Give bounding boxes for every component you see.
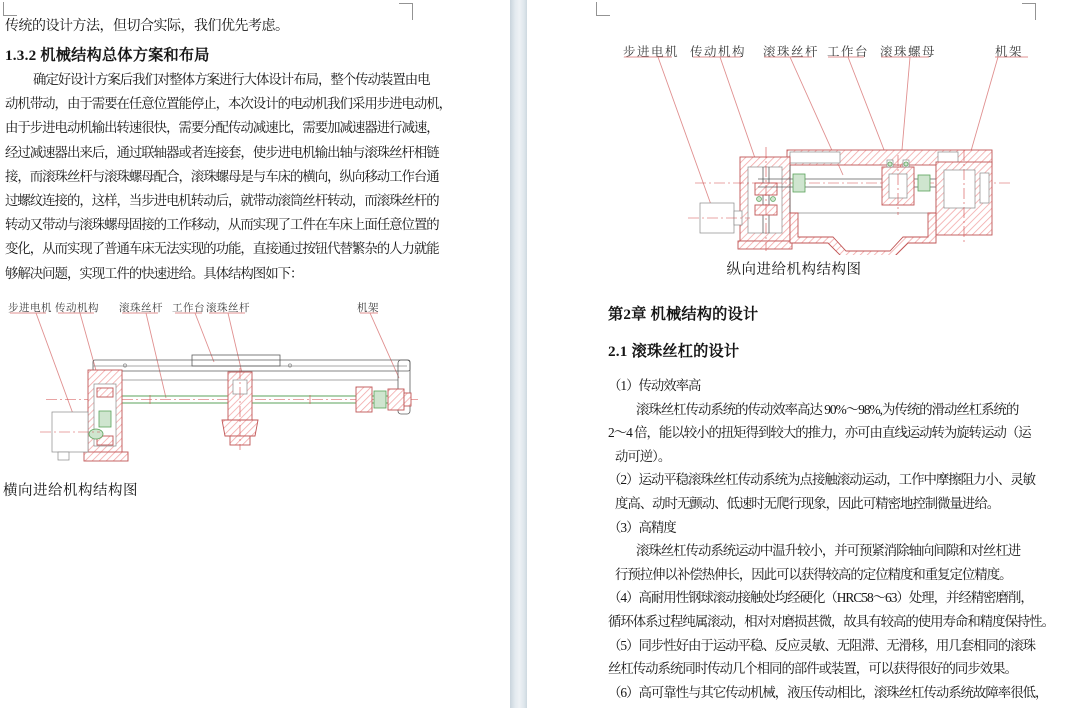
paragraph-line: （2）运动平稳滚珠丝杠传动系统为点接触滚动运动，工作中摩擦阻力小、灵敏 — [608, 472, 1035, 488]
text-boundary-mark-top-left — [596, 2, 610, 16]
paragraph-line: 滚珠丝杠传动系统的传动效率高达 90%～98%,为传统的滑动丝杠系统的 — [636, 401, 1019, 417]
transverse-feed-mechanism-diagram — [0, 312, 470, 474]
paragraph-line: 丝杠传动系统同时传动几个相同的部件或装置，可以获得很好的同步效果。 — [608, 661, 1017, 677]
figure-label-frame: 机架 — [357, 303, 379, 314]
motor-and-gearbox — [40, 370, 128, 461]
chapter-heading: 第2章 机械结构的设计 — [608, 306, 759, 323]
section-heading: 1.3.2 机械结构总体方案和布局 — [5, 47, 210, 64]
figure-label-worktable: 工作台 — [172, 303, 205, 314]
paragraph-line: （3）高精度 — [608, 519, 676, 535]
figure-label-ball-screw-2: 滚珠丝杆 — [206, 303, 250, 314]
paragraph-line: 动机带动，由于需要在任意位置能停止，本次设计的电动机我们采用步进电动机， — [5, 96, 452, 112]
figure-label-worktable: 工作台 — [827, 45, 870, 59]
machine-base — [790, 213, 936, 255]
page-left — [0, 0, 510, 708]
figure-label-ball-screw: 滚珠丝杆 — [763, 45, 820, 59]
gearbox-transmission — [738, 147, 792, 251]
page-gap — [510, 0, 527, 708]
section-heading: 2.1 滚珠丝杠的设计 — [608, 343, 740, 360]
figure-caption-longitudinal: 纵向进给机构结构图 — [726, 262, 862, 278]
paragraph-line: 转动又带动与滚珠螺母固接的工作移动，从而实现了工件在车床上面任意位置的 — [5, 217, 439, 233]
end-bearing — [356, 387, 411, 412]
text-boundary-mark-top-right — [399, 3, 413, 20]
paragraph-line: 动可逆）。 — [615, 448, 671, 464]
paragraph-line: 循环体系过程纯属滚动，相对对磨损甚微，故具有较高的使用寿命和精度保持性。 — [608, 613, 1055, 629]
figure-label-transmission: 传动机构 — [55, 303, 99, 314]
paragraph-line: 行预拉伸以补偿热伸长，因此可以获得较高的定位精度和重复定位精度。 — [615, 566, 1012, 582]
paragraph-line: 过螺纹连接的，这样，当步进电机转动后，就带动滚筒丝杆转动，而滚珠丝杆的 — [5, 193, 439, 209]
figure-label-stepper-motor: 步进电机 — [623, 45, 680, 59]
paragraph-line: （5）同步性好由于运动平稳、反应灵敏、无阻滞、无滑移，用几套相同的滚珠 — [608, 637, 1035, 653]
ball-nut — [882, 155, 914, 215]
paragraph-line: 经过减速器出来后，通过联轴器或者连接套，使步进电机输出轴与滚珠丝杆相链 — [5, 144, 439, 160]
figure-label-ball-nut: 滚珠螺母 — [880, 45, 937, 59]
page-right — [527, 0, 1083, 708]
paragraph-line: 传统的设计方法，但切合实际，我们优先考虑。 — [5, 19, 289, 34]
paragraph-line: 接，而滚珠丝杆与滚珠螺母配合，滚珠螺母是与车床的横向，纵向移动工作台通 — [5, 168, 439, 184]
paragraph-line: （1）传动效率高 — [608, 378, 701, 393]
figure-label-ball-screw: 滚珠丝杆 — [119, 303, 163, 314]
paragraph-line: 由于步进电动机输出转速很快，需要分配传动减速比，需要加减速器进行减速， — [5, 120, 439, 136]
figure-caption-transverse: 横向进给机构结构图 — [3, 483, 138, 499]
paragraph-line: 2～4 倍，能以较小的扭矩得到较大的推力，亦可由直线运动转为旋转运动（运 — [608, 425, 1031, 441]
worktable-plate — [192, 355, 280, 366]
body-text — [608, 374, 1054, 704]
longitudinal-feed-mechanism-diagram — [600, 55, 1065, 255]
paragraph-line: 变化，从而实现了普通车床无法实现的功能，直接通过按钮代替繁杂的人力就能 — [5, 241, 439, 257]
leader-lines — [10, 313, 399, 422]
text-boundary-mark-top-right — [1022, 3, 1036, 20]
paragraph-line: 够解决问题，实现工件的快速进给。具体结构图如下： — [5, 265, 303, 281]
figure-label-frame: 机架 — [995, 45, 1024, 59]
paragraph-line: 确定好设计方案后我们对整体方案进行大体设计布局，整个传动装置由电 — [33, 72, 430, 87]
figure-label-stepper-motor: 步进电机 — [8, 303, 52, 314]
body-paragraph — [5, 68, 451, 286]
paragraph-line: 度高、动时无颤动、低速时无爬行现象，因此可精密地控制微量进给。 — [615, 495, 1000, 511]
paragraph-line: （6）高可靠性与其它传动机械，液压传动相比，滚珠丝杠传动系统故障率很低， — [608, 684, 1048, 700]
paragraph-line: 滚珠丝杠传动系统运动中温升较小，并可预紧消除轴向间隙和对丝杠进 — [636, 543, 1021, 559]
paragraph-line: （4）高耐用性钢球滚动接触处均经硬化（HRC58～63）处理，并经精密磨削， — [608, 590, 1033, 606]
figure-label-transmission: 传动机构 — [690, 45, 747, 59]
frame-block — [936, 150, 992, 245]
text-boundary-mark-top-left — [3, 2, 17, 16]
